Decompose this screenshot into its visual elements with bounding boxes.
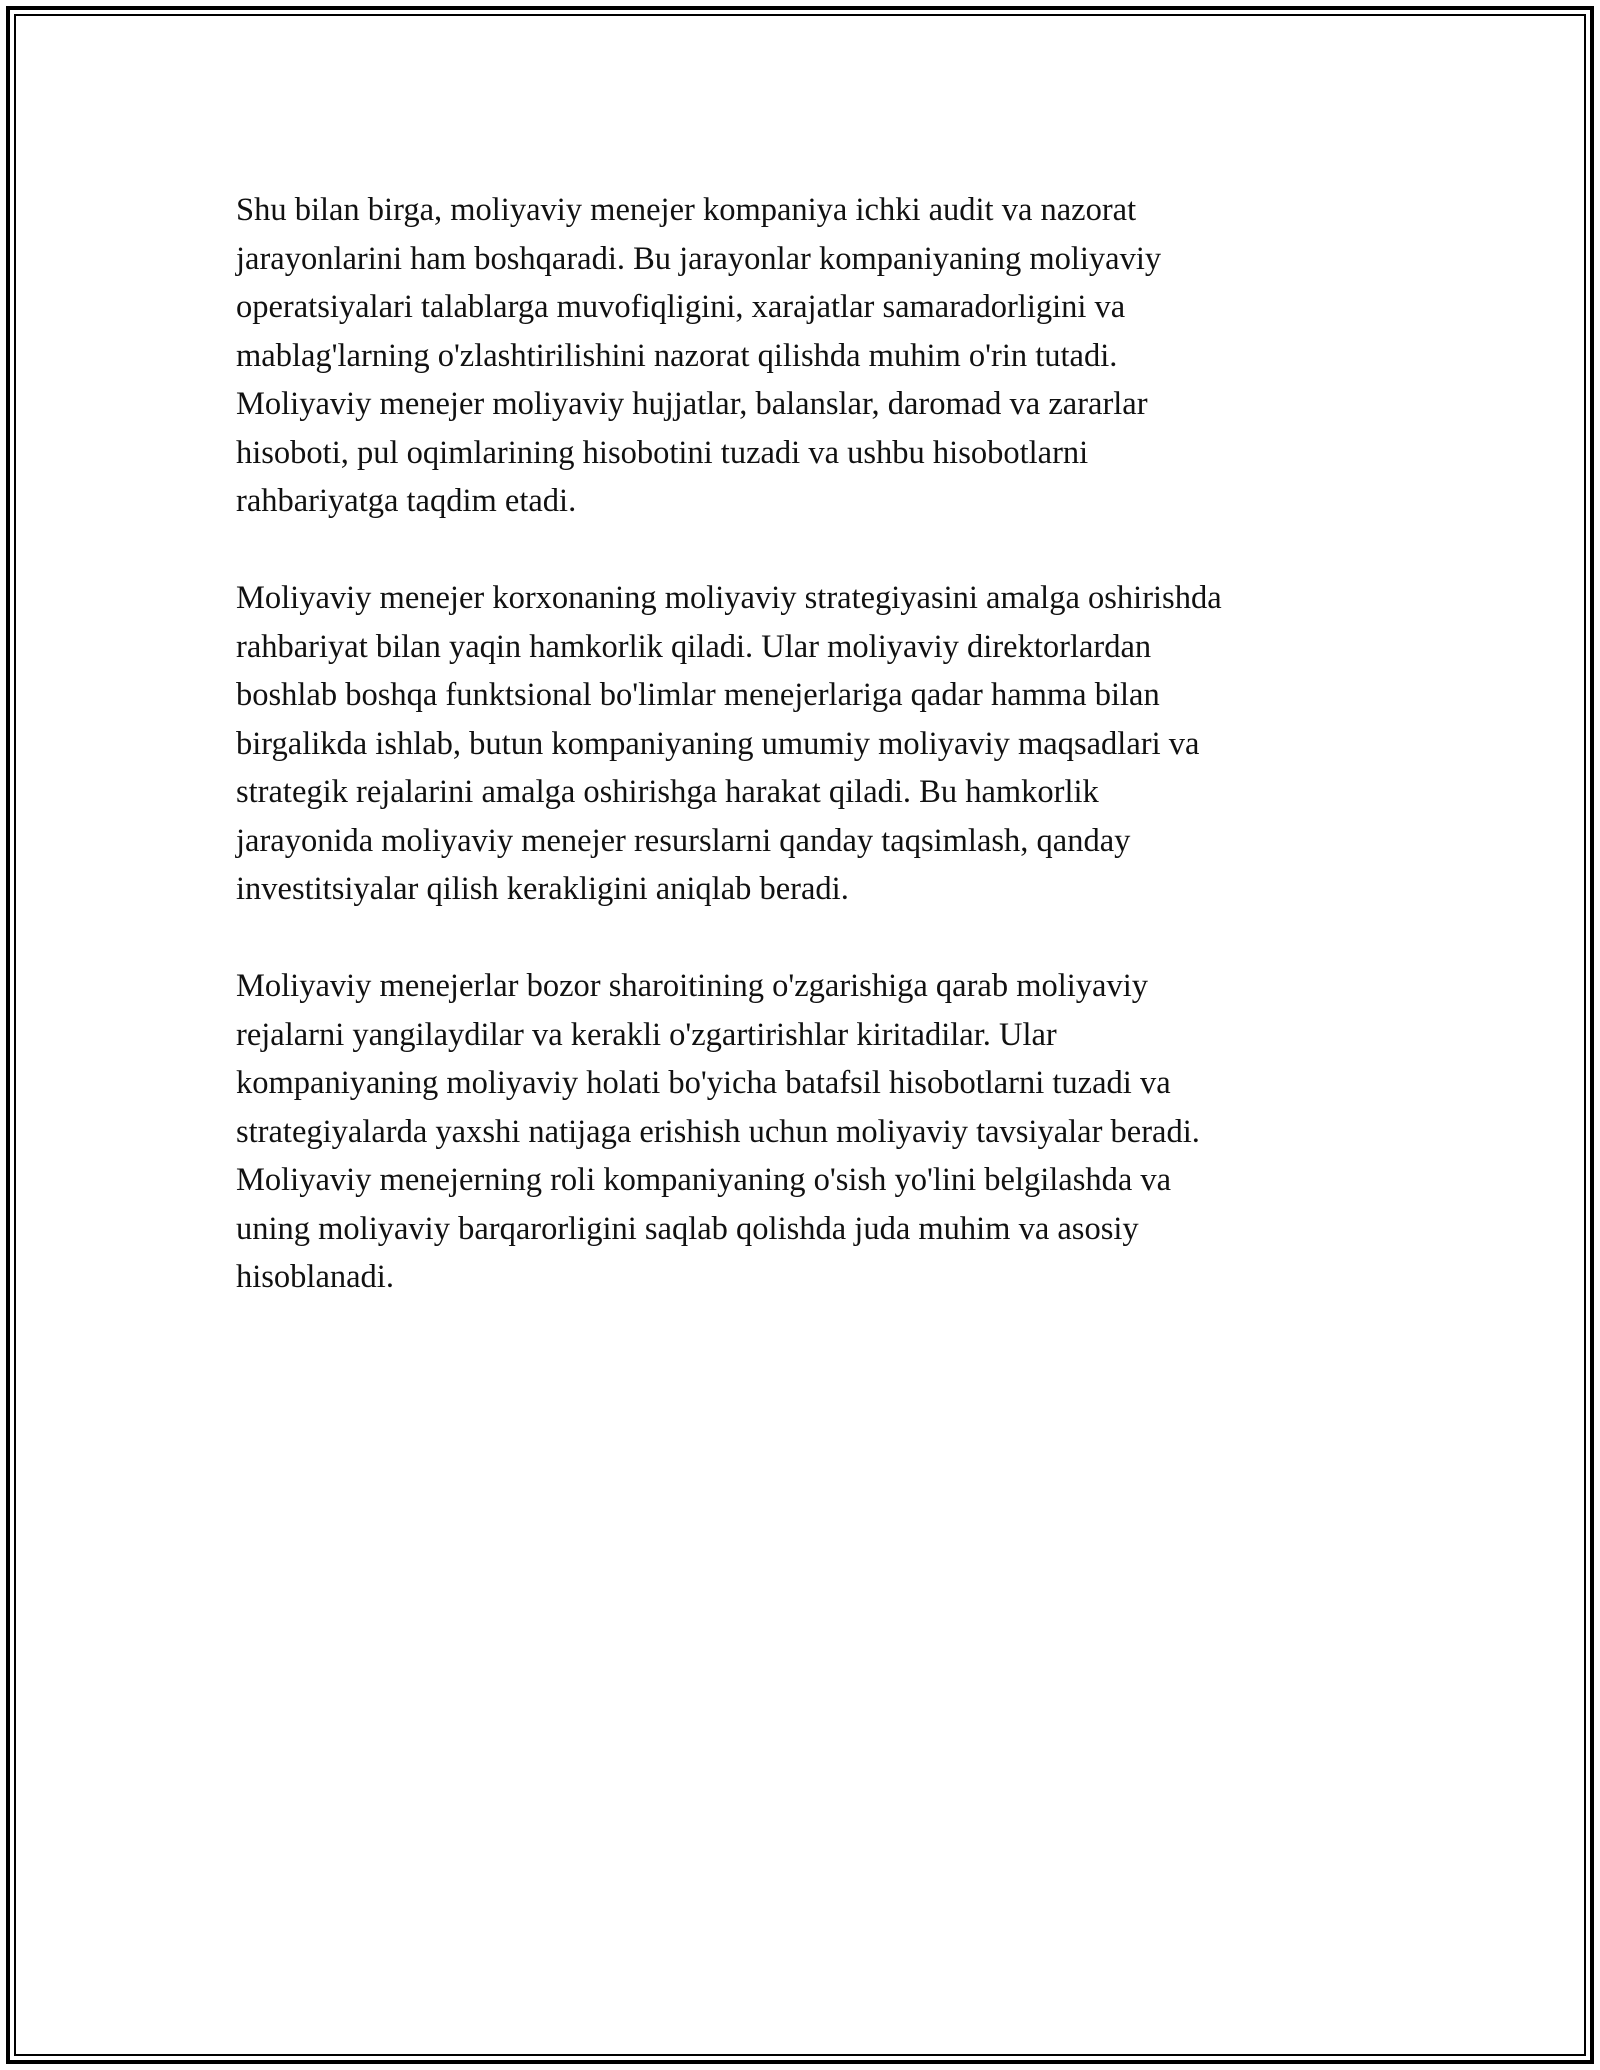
document-body <box>236 186 1376 1350</box>
paragraph-1: Shu bilan birga, moliyaviy menejer kompaniya ichki audit va nazorat jarayonlarini ham boshqaradi. Bu jarayonlar kompaniyaning moliyaviy operatsiyalari talablarga muvofiqligini, xarajatlar samaradorligini va mablag'larning o'zlashtirilishini nazorat qilishda muhim o'rin tutadi. Moliyaviy menejer moliyaviy hujjatlar, balanslar, daromad va zararlar hisoboti, pul oqimlarining hisobotini tuzadi va ushbu hisobotlarni rahbariyatga taqdim etadi. <box>236 192 1162 519</box>
paragraph-3: Moliyaviy menejerlar bozor sharoitining o'zgarishiga qarab moliyaviy rejalarni yangilaydilar va kerakli o'zgartirishlar kiritadilar. Ular kompaniyaning moliyaviy holati bo'yicha batafsil hisobotlarni tuzadi va strategiyalarda yaxshi natijaga erishish uchun moliyaviy tavsiyalar beradi. Moliyaviy menejerning roli kompaniyaning o'sish yo'lini belgilashda va uning moliyaviy barqarorligini saqlab qolishda juda muhim va asosiy hisoblanadi. <box>236 968 1200 1295</box>
paragraph-2: Moliyaviy menejer korxonaning moliyaviy strategiyasini amalga oshirishda rahbariyat bilan yaqin hamkorlik qiladi. Ular moliyaviy direktorlardan boshlab boshqa funktsional bo'limlar menejerlariga qadar hamma bilan birgalikda ishlab, butun kompaniyaning umumiy moliyaviy maqsadlari va strategik rejalarini amalga oshirishga harakat qiladi. Bu hamkorlik jarayonida moliyaviy menejer resurslarni qanday taqsimlash, qanday investitsiyalar qilish kerakligini aniqlab beradi. <box>236 580 1222 907</box>
